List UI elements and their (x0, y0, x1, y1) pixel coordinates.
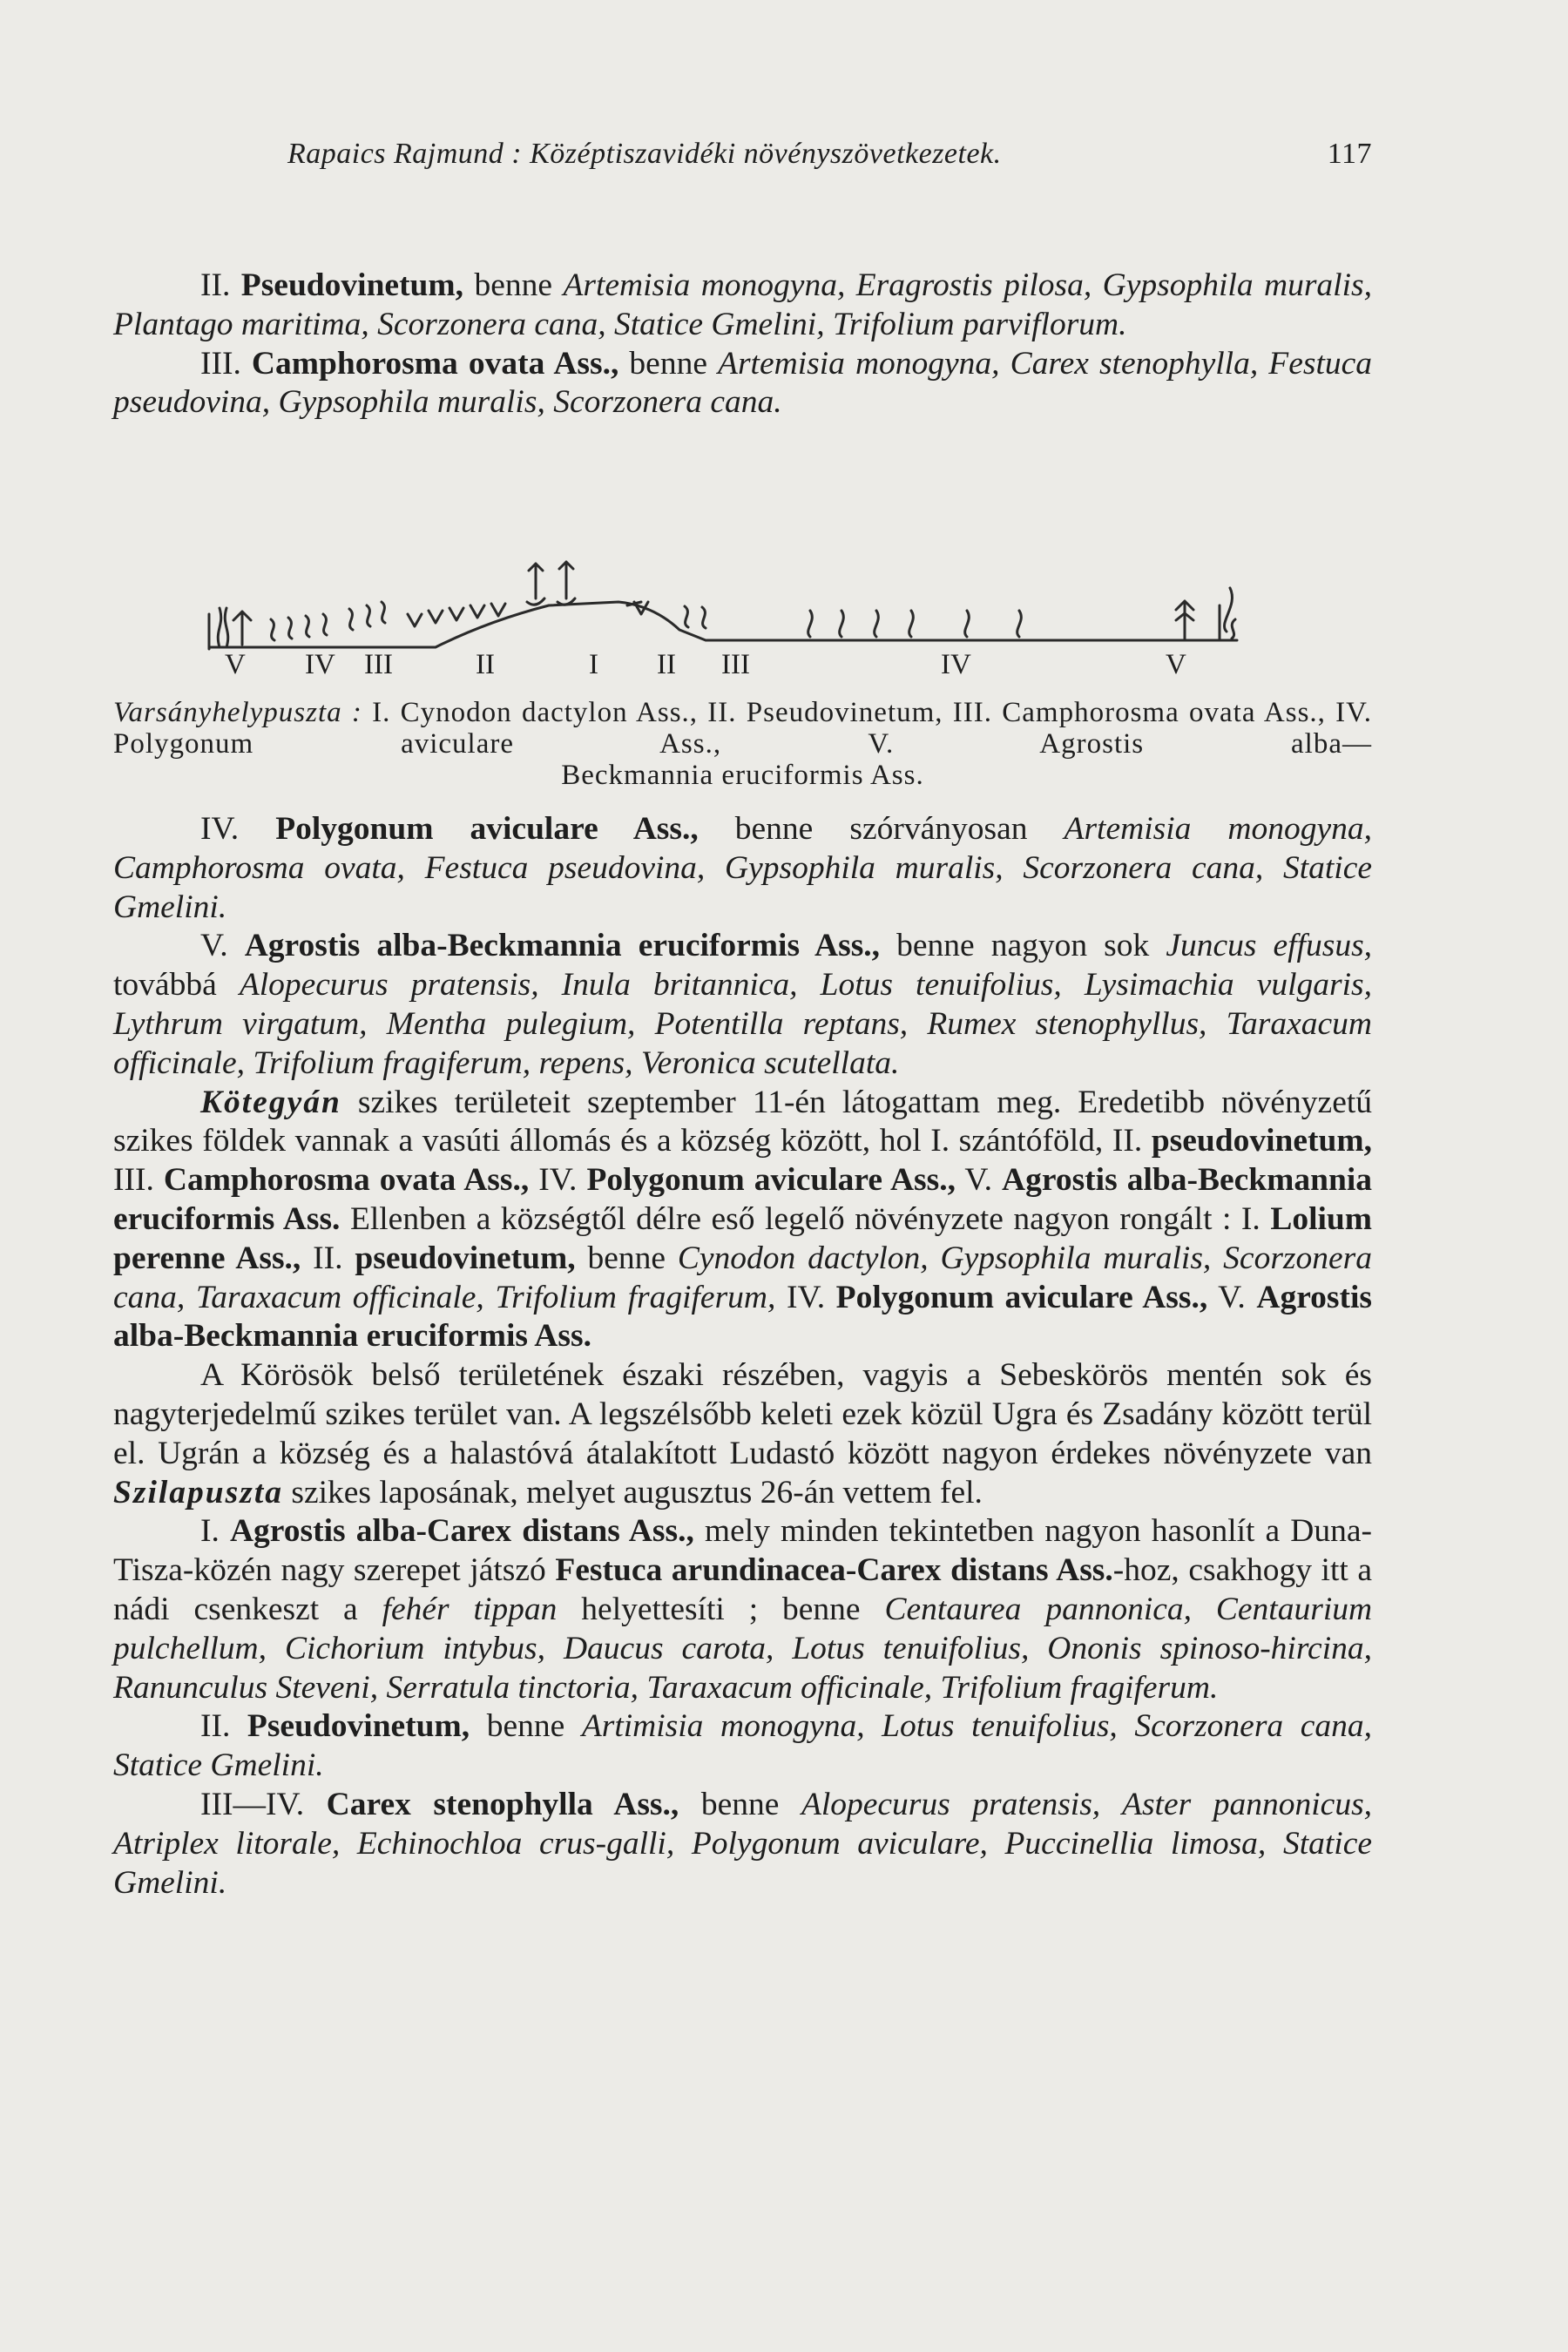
zone-label: V (225, 649, 246, 680)
species-list: Artemisia monogyna, Carex stenophylla, Festuca pseudovina, Gypsophila muralis, Scorzonera cana. (113, 345, 1373, 421)
association-name: Carex stenophylla Ass., (326, 1786, 679, 1822)
species-list: Artemisia monogyna, Eragrostis pilosa, Gypsophila muralis, Plantago maritima, Scorzonera cana, Statice Gmelini, Trifolium parviflorum. (113, 267, 1372, 342)
caption-text-end: Beckmannia eruciformis Ass. (561, 760, 924, 791)
caption-place: Varsányhelypuszta : (113, 697, 362, 728)
running-title: Rapaics Rajmund : Középtiszavidéki növényszövetkezetek. (287, 138, 1002, 170)
species-list: Centaurea pannonica, Centaurium pulchellum, Cichorium intybus, Daucus carota, Lotus tenuifolius, Ononis spinoso-hircina, Ranunculus Steveni, Serratula tinctoria, Taraxacum officinale, Trifolium fragiferum. (113, 1591, 1373, 1706)
association-name: Camphorosma ovata Ass., (251, 345, 619, 382)
species-list: Alopecurus pratensis, Inula britannica, Lotus tenuifolius, Lysimachia vulgaris, Lythrum virgatum, Mentha pulegium, Potentilla reptans, Rumex stenophyllus, Taraxacum officinale, Trifolium fragiferum, repens, Veronica scutellata. (113, 967, 1373, 1081)
zone-label: II (657, 649, 676, 680)
running-header (113, 138, 1372, 181)
paragraph-pseudovinetum: II. Pseudovinetum, benne Artemisia monogyna, Eragrostis pilosa, Gypsophila muralis, Plantago maritima, Scorzonera cana, Statice Gmelini, Trifolium parviflorum. (113, 267, 1372, 342)
paragraph-camphorosma: III. Camphorosma ovata Ass., benne Artemisia monogyna, Carex stenophylla, Festuca pseudovina, Gypsophila muralis, Scorzonera cana. (113, 345, 1373, 421)
paragraph-polygonum: IV. Polygonum aviculare Ass., benne szórványosan Artemisia monogyna, Camphorosma ovata, Festuca pseudovina, Gypsophila muralis, Scorzonera cana, Statice Gmelini. (113, 811, 1373, 925)
species-list: Artimisia monogyna, Lotus tenuifolius, Scorzonera cana, Statice Gmelini. (113, 1708, 1372, 1784)
paragraph-kotegyan: Kötegyán szikes területeit szeptember 11-én látogattam meg. Eredetibb növényzetű szikes földek vannak a vasúti állomás és a község között, hol I. szántóföld, II. pseudovinetum, III. Camphorosma ovata Ass., IV. Polygonum aviculare Ass., V. Agrostis alba-Beckmannia eruciformis Ass. Ellenben a községtől délre eső legelő növényzete nagyon rongált : I. Lolium perenne Ass., II. pseudovinetum, benne Cynodon dactylon, Gypsophila muralis, Scorzonera cana, Taraxacum officinale, Trifolium fragiferum, IV. Polygonum aviculare Ass., V. Agrostis alba-Beckmannia eruciformis Ass. (113, 1084, 1373, 1355)
ground-profile-line (209, 602, 1237, 647)
paragraph-agrostis-carex: I. Agrostis alba-Carex distans Ass., mely minden tekintetben nagyon hasonlít a Duna-Tisza-közén nagy szerepet játszó Festuca arundinacea-Carex distans Ass.-hoz, csakhogy itt a nádi csenkeszt a fehér tippan helyettesíti ; benne Centaurea pannonica, Centaurium pulchellum, Cichorium intybus, Daucus carota, Lotus tenuifolius, Ononis spinoso-hircina, Ranunculus Steveni, Serratula tinctoria, Taraxacum officinale, Trifolium fragiferum. (113, 1513, 1373, 1706)
paragraph-korosok: A Körösök belső területének északi részében, vagyis a Sebeskörös mentén sok és nagyterjedelmű szikes terület van. A legszélsőbb keleti ezek közül Ugra és Zsadány között terül el. Ugrán a község és a halastóvá átalakított Ludastó között nagyon érdekes növényzete van Szilapuszta szikes laposának, melyet augusztus 26-án vettem fel. (113, 1357, 1372, 1511)
caption-text: I. Cynodon dactylon Ass., II. Pseudovinetum, III. Camphorosma ovata Ass., IV. Polygonum aviculare Ass., V. Agrostis alba— (113, 697, 1373, 760)
association-name: Pseudovinetum, (240, 267, 464, 303)
zone-label: V (1166, 649, 1186, 680)
figure-caption (113, 697, 1372, 791)
plant-symbols (218, 562, 1235, 647)
zone-label: II (476, 649, 495, 680)
paragraph-agrostis-beckmannia: V. Agrostis alba-Beckmannia eruciformis Ass., benne nagyon sok Juncus effusus, továbbá Alopecurus pratensis, Inula britannica, Lotus tenuifolius, Lysimachia vulgaris, Lythrum virgatum, Mentha pulegium, Potentilla reptans, Rumex stenophyllus, Taraxacum officinale, Trifolium fragiferum, repens, Veronica scutellata. (113, 928, 1373, 1081)
zone-label: IV (305, 649, 335, 680)
association-name: Polygonum aviculare Ass., (275, 811, 699, 847)
species-list: Artemisia monogyna, Camphorosma ovata, Festuca pseudovina, Gypsophila muralis, Scorzonera cana, Statice Gmelini. (113, 811, 1373, 925)
paragraph-pseudovinetum-2: II. Pseudovinetum, benne Artimisia monogyna, Lotus tenuifolius, Scorzonera cana, Statice Gmelini. (113, 1708, 1372, 1784)
association-name: Pseudovinetum, (247, 1708, 470, 1745)
text-block-main (113, 810, 1372, 1903)
paragraph-carex-stenophylla: III—IV. Carex stenophylla Ass., benne Alopecurus pratensis, Aster pannonicus, Atriplex litorale, Echinochloa crus-galli, Polygonum aviculare, Puccinellia limosa, Statice Gmelini. (113, 1786, 1373, 1901)
species-list: Alopecurus pratensis, Aster pannonicus, Atriplex litorale, Echinochloa crus-galli, Polygonum aviculare, Puccinellia limosa, Statice Gmelini. (113, 1786, 1373, 1901)
zone-label: IV (941, 649, 971, 680)
association-name: Agrostis alba-Beckmannia eruciformis Ass., (244, 928, 881, 964)
zone-label: I (589, 649, 598, 680)
text-block-top (113, 267, 1372, 422)
figure-zone-labels (225, 649, 1235, 687)
association-name: Agrostis alba-Carex distans Ass., (229, 1513, 694, 1550)
zone-label: III (364, 649, 393, 680)
zone-label: III (721, 649, 750, 680)
place-name: Kötegyán (200, 1084, 341, 1120)
page-number: 117 (1327, 138, 1372, 170)
place-name: Szilapuszta (113, 1474, 283, 1511)
